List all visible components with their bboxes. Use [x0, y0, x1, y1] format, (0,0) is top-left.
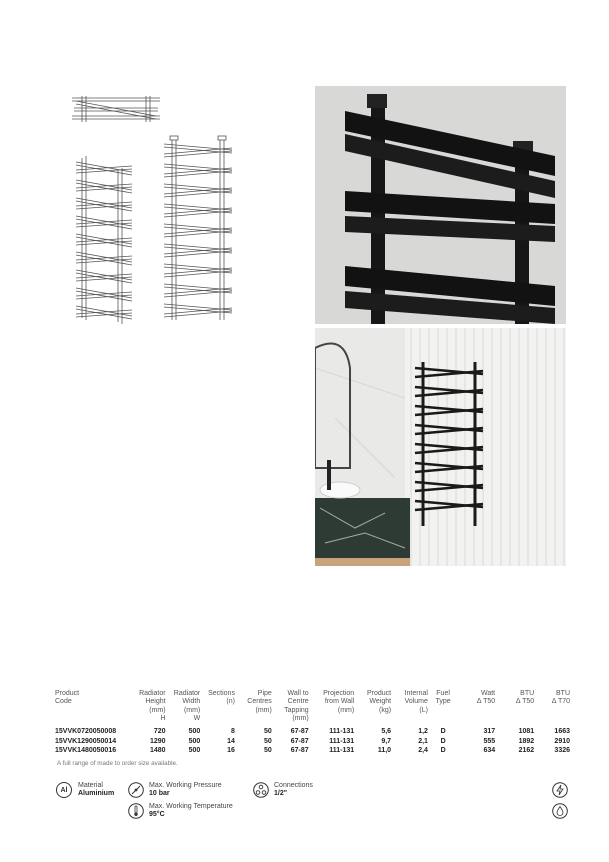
column-header-line: Internal: [404, 690, 428, 697]
column-header-line: (kg): [379, 706, 392, 714]
column-header-line: Δ T70: [551, 698, 570, 706]
table-cell: 8: [231, 728, 235, 736]
table-row: [55, 746, 570, 756]
table-cell: 15VVK1480050016: [55, 747, 117, 755]
column-header: [354, 690, 391, 727]
table-cell: 500: [188, 728, 201, 736]
table-cell: 15VVK0720050008: [55, 728, 117, 736]
column-header-line: (n): [226, 698, 235, 706]
column-header-line: Sections: [208, 690, 235, 697]
table-cell: 111-131: [329, 728, 355, 736]
column-header-line: Fuel: [436, 690, 450, 697]
column-header-line: Type: [435, 698, 451, 706]
table-cell: 11,0: [377, 747, 392, 755]
column-header: [458, 690, 495, 727]
column-header-line: (mm): [183, 706, 201, 714]
column-header-line: Product: [55, 690, 80, 697]
temperature-label: Max. Working Temperature: [149, 803, 233, 810]
pressure-gauge-icon: [128, 782, 144, 798]
table-cell: 720: [153, 728, 166, 736]
column-header-line: BTU: [520, 690, 535, 697]
column-header-line: Weight: [369, 698, 392, 706]
column-header-line: (L): [419, 706, 428, 714]
table-cell: 3326: [554, 747, 570, 755]
column-header-line: Radiator: [173, 690, 201, 697]
column-header-line: (mm): [149, 706, 166, 714]
table-cell: 555: [483, 737, 496, 745]
column-header: [235, 690, 272, 727]
lightning-icon: [552, 782, 568, 798]
column-header-line: (mm): [292, 714, 309, 722]
column-header-line: Radiator: [139, 690, 166, 697]
table-cell: 2,4: [418, 747, 428, 755]
pipe-connection-icon: [253, 782, 269, 798]
table-cell: D: [440, 747, 446, 755]
table-cell: 1480: [150, 747, 166, 755]
column-header-line: BTU: [556, 690, 570, 697]
table-cell: 1892: [518, 737, 535, 745]
column-header: [309, 690, 355, 727]
column-header-line: Code: [55, 698, 72, 706]
table-cell: 317: [483, 728, 496, 736]
table-cell: 9,7: [381, 737, 392, 745]
column-header-line: Δ T50: [515, 698, 535, 706]
table-row: [55, 737, 570, 747]
column-header: [200, 690, 235, 727]
table-cell: 111-131: [329, 737, 355, 745]
column-header-line: Δ T50: [476, 698, 496, 706]
column-header-line: Height: [145, 698, 166, 706]
table-cell: 1290: [150, 737, 166, 745]
front-view-drawing: [160, 134, 236, 326]
table-cell: 2910: [554, 737, 570, 745]
column-header-line: Centre: [287, 698, 309, 706]
column-header-line: (mm): [255, 706, 272, 714]
material-label: Material: [78, 782, 103, 789]
table-cell: 67-87: [290, 747, 309, 755]
pressure-value: 10 bar: [149, 790, 170, 797]
table-row: [55, 727, 570, 737]
water-drop-icon: [552, 803, 568, 819]
column-header-line: Pipe: [257, 690, 272, 697]
column-header: [495, 690, 534, 727]
temperature-value: 95°C: [149, 811, 165, 818]
table-cell: 5,6: [381, 728, 392, 736]
column-header-line: Tapping: [284, 706, 309, 714]
table-cell: D: [440, 737, 446, 745]
bathroom-scene-photo: [315, 328, 566, 566]
table-cell: 16: [227, 747, 235, 755]
column-header: [272, 690, 309, 727]
connections-value: 1/2": [274, 790, 288, 797]
column-header: [428, 690, 458, 727]
table-cell: 15VVK1290050014: [55, 737, 117, 745]
aluminium-badge-icon: Al: [56, 782, 72, 798]
table-cell: 50: [264, 737, 272, 745]
column-header: [534, 690, 570, 727]
table-cell: 1081: [518, 728, 535, 736]
column-header-line: Centres: [247, 698, 272, 706]
column-header-line: Wall to: [287, 690, 309, 697]
table-header-row: [55, 690, 570, 727]
table-cell: 50: [264, 747, 272, 755]
column-header-line: Width: [182, 698, 201, 706]
size-note: A full range of made to order size available.: [57, 760, 178, 767]
table-cell: 500: [188, 747, 201, 755]
column-header-line: Product: [366, 690, 392, 697]
connections-label: Connections: [274, 782, 313, 789]
table-cell: 67-87: [290, 737, 309, 745]
column-header: [166, 690, 201, 727]
pressure-label: Max. Working Pressure: [149, 782, 222, 789]
spec-table: [55, 690, 570, 756]
radiator-closeup-photo: [315, 86, 566, 324]
column-header-line: Projection: [323, 690, 355, 697]
table-cell: 2,1: [418, 737, 428, 745]
table-cell: 67-87: [290, 728, 309, 736]
table-cell: D: [440, 728, 446, 736]
column-header-line: W: [193, 714, 201, 722]
table-cell: 14: [227, 737, 235, 745]
column-header-line: Volume: [404, 698, 428, 706]
column-header: [131, 690, 166, 727]
table-cell: 111-131: [329, 747, 355, 755]
column-header-line: (mm): [337, 706, 355, 714]
column-header-line: Watt: [480, 690, 496, 697]
column-header: [391, 690, 428, 727]
table-cell: 634: [483, 747, 496, 755]
table-cell: 50: [264, 728, 272, 736]
table-cell: 1,2: [418, 728, 428, 736]
perspective-drawing: [74, 150, 136, 326]
thermometer-icon: [128, 803, 144, 819]
top-view-drawing: [70, 92, 162, 126]
table-cell: 500: [188, 737, 201, 745]
column-header-line: H: [160, 714, 166, 722]
column-header: [55, 690, 131, 727]
table-cell: 1663: [554, 728, 570, 736]
material-value: Aluminium: [78, 790, 115, 797]
table-cell: 2162: [518, 747, 535, 755]
column-header-line: from Wall: [324, 698, 355, 706]
